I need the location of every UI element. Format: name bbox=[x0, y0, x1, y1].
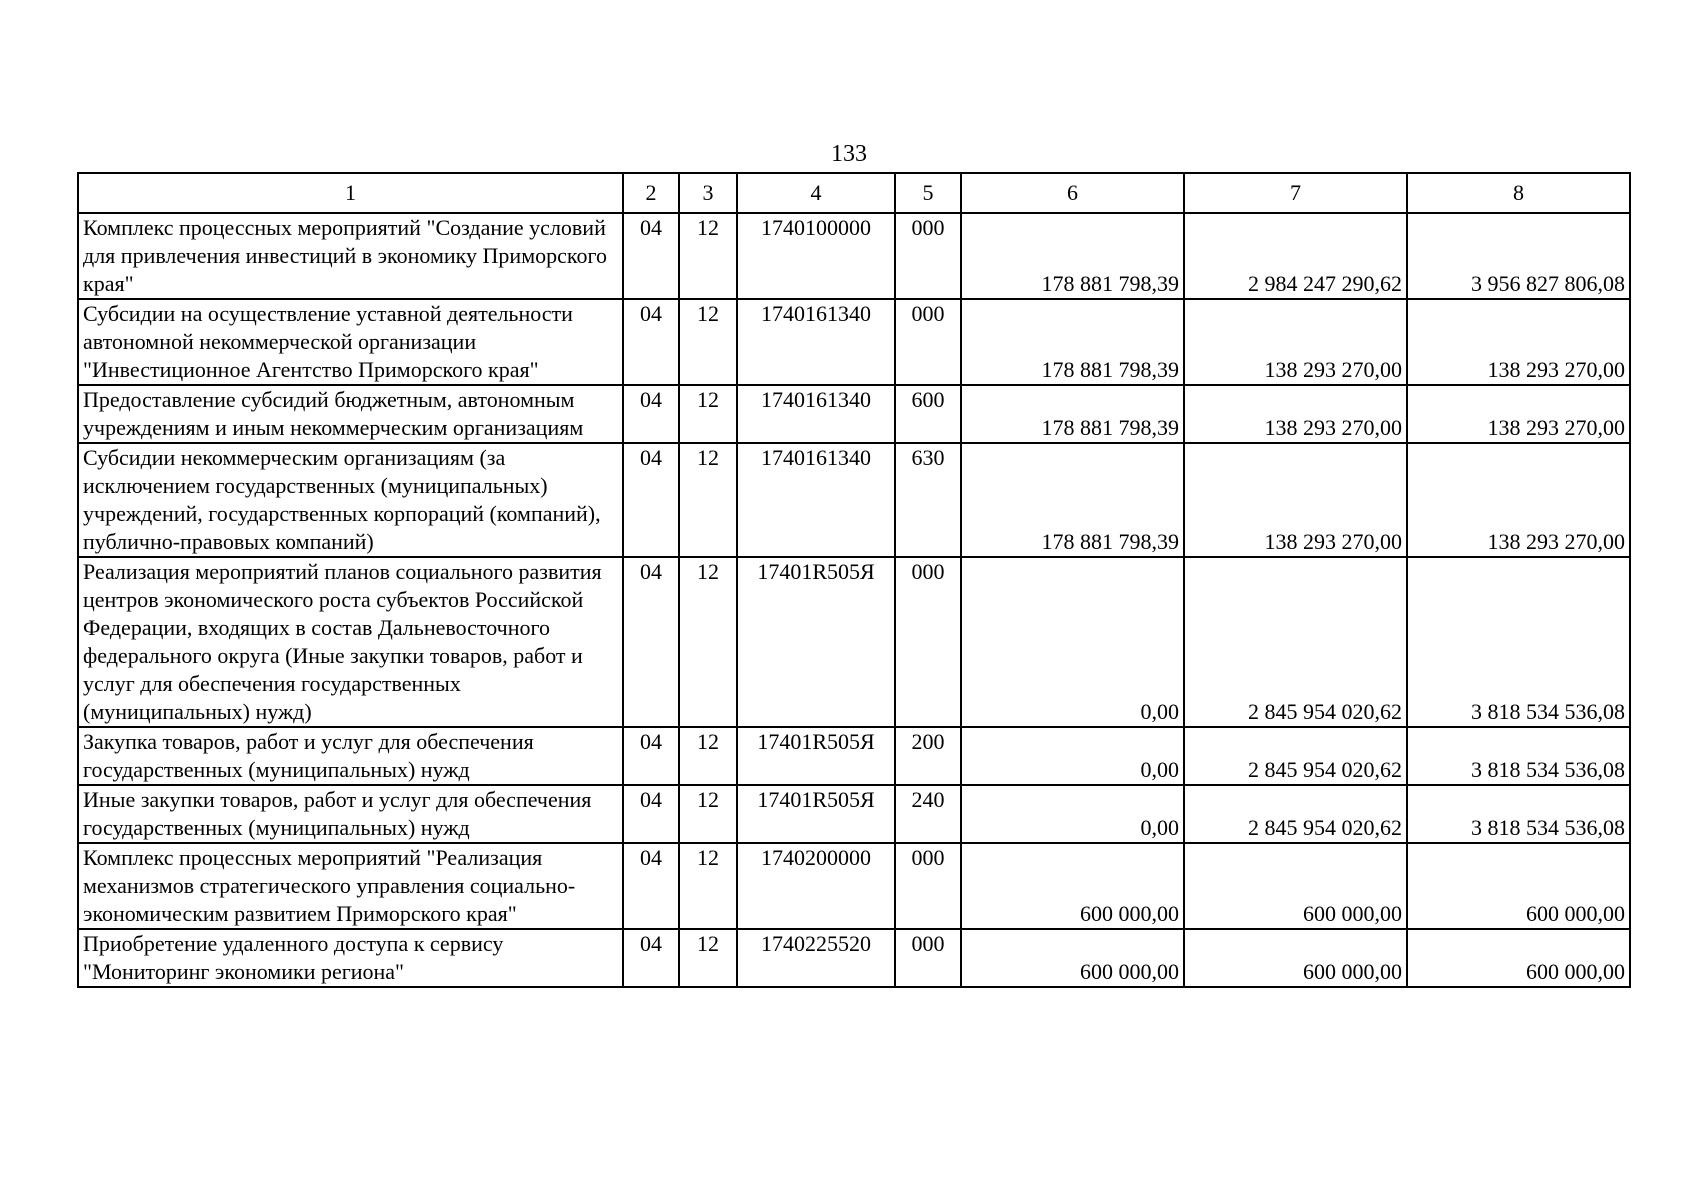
row-section: 04 bbox=[623, 213, 679, 299]
row-value-7: 2 845 954 020,62 bbox=[1184, 785, 1407, 843]
row-subsection: 12 bbox=[679, 727, 737, 785]
row-subsection: 12 bbox=[679, 557, 737, 727]
table-body bbox=[78, 173, 1630, 987]
row-section: 04 bbox=[623, 929, 679, 987]
row-value-6: 178 881 798,39 bbox=[961, 385, 1184, 443]
row-value-7: 2 845 954 020,62 bbox=[1184, 557, 1407, 727]
row-target: 1740161340 bbox=[737, 443, 895, 557]
row-subsection: 12 bbox=[679, 213, 737, 299]
header-cell-2: 2 bbox=[623, 173, 679, 213]
row-target: 17401R505Я bbox=[737, 727, 895, 785]
row-type: 200 bbox=[895, 727, 961, 785]
row-subsection: 12 bbox=[679, 785, 737, 843]
row-section: 04 bbox=[623, 557, 679, 727]
row-section: 04 bbox=[623, 843, 679, 929]
row-value-8: 138 293 270,00 bbox=[1407, 299, 1630, 385]
row-value-8: 3 956 827 806,08 bbox=[1407, 213, 1630, 299]
table-row bbox=[78, 385, 1630, 443]
table-row bbox=[78, 213, 1630, 299]
header-cell-4: 4 bbox=[737, 173, 895, 213]
row-value-6: 600 000,00 bbox=[961, 843, 1184, 929]
row-type: 240 bbox=[895, 785, 961, 843]
row-value-7: 2 984 247 290,62 bbox=[1184, 213, 1407, 299]
row-value-7: 600 000,00 bbox=[1184, 929, 1407, 987]
row-subsection: 12 bbox=[679, 843, 737, 929]
page-number: 133 bbox=[831, 141, 867, 167]
row-value-8: 3 818 534 536,08 bbox=[1407, 727, 1630, 785]
row-target: 1740161340 bbox=[737, 385, 895, 443]
row-target: 1740161340 bbox=[737, 299, 895, 385]
row-value-6: 600 000,00 bbox=[961, 929, 1184, 987]
row-value-8: 138 293 270,00 bbox=[1407, 443, 1630, 557]
row-value-7: 138 293 270,00 bbox=[1184, 385, 1407, 443]
row-target: 1740225520 bbox=[737, 929, 895, 987]
row-value-6: 0,00 bbox=[961, 557, 1184, 727]
row-subsection: 12 bbox=[679, 299, 737, 385]
row-section: 04 bbox=[623, 727, 679, 785]
row-type: 630 bbox=[895, 443, 961, 557]
row-value-6: 0,00 bbox=[961, 727, 1184, 785]
row-name: Реализация мероприятий планов социального развития центров экономического роста субъектов Российской Федерации, входящих в состав Дальневосточного федерального округа (Иные закупки товаров, работ и услуг для обеспечения государственных (муниципальных) нужд) bbox=[78, 557, 623, 727]
table-row bbox=[78, 843, 1630, 929]
header-cell-1: 1 bbox=[78, 173, 623, 213]
row-value-8: 3 818 534 536,08 bbox=[1407, 785, 1630, 843]
row-value-7: 138 293 270,00 bbox=[1184, 443, 1407, 557]
row-type: 000 bbox=[895, 299, 961, 385]
header-cell-6: 6 bbox=[961, 173, 1184, 213]
table-row bbox=[78, 929, 1630, 987]
row-value-7: 138 293 270,00 bbox=[1184, 299, 1407, 385]
header-cell-3: 3 bbox=[679, 173, 737, 213]
row-value-8: 3 818 534 536,08 bbox=[1407, 557, 1630, 727]
row-type: 000 bbox=[895, 929, 961, 987]
row-value-8: 138 293 270,00 bbox=[1407, 385, 1630, 443]
row-value-8: 600 000,00 bbox=[1407, 929, 1630, 987]
table-row bbox=[78, 299, 1630, 385]
row-target: 17401R505Я bbox=[737, 785, 895, 843]
row-name: Субсидии на осуществление уставной деятельности автономной некоммерческой организации "Инвестиционное Агентство Приморского края" bbox=[78, 299, 623, 385]
table-row bbox=[78, 727, 1630, 785]
row-value-6: 0,00 bbox=[961, 785, 1184, 843]
row-target: 17401R505Я bbox=[737, 557, 895, 727]
header-row bbox=[78, 173, 1630, 213]
header-cell-7: 7 bbox=[1184, 173, 1407, 213]
row-value-6: 178 881 798,39 bbox=[961, 299, 1184, 385]
row-section: 04 bbox=[623, 785, 679, 843]
row-name: Закупка товаров, работ и услуг для обеспечения государственных (муниципальных) нужд bbox=[78, 727, 623, 785]
row-name: Приобретение удаленного доступа к сервису "Мониторинг экономики региона" bbox=[78, 929, 623, 987]
row-name: Субсидии некоммерческим организациям (за исключением государственных (муниципальных) учреждений, государственных корпораций (компаний), публично-правовых компаний) bbox=[78, 443, 623, 557]
row-section: 04 bbox=[623, 385, 679, 443]
row-value-6: 178 881 798,39 bbox=[961, 443, 1184, 557]
row-name: Комплекс процессных мероприятий "Реализация механизмов стратегического управления социально-экономическим развитием Приморского края" bbox=[78, 843, 623, 929]
row-section: 04 bbox=[623, 299, 679, 385]
table-row bbox=[78, 443, 1630, 557]
row-type: 600 bbox=[895, 385, 961, 443]
row-target: 1740100000 bbox=[737, 213, 895, 299]
row-value-8: 600 000,00 bbox=[1407, 843, 1630, 929]
header-cell-8: 8 bbox=[1407, 173, 1630, 213]
row-type: 000 bbox=[895, 213, 961, 299]
header-cell-5: 5 bbox=[895, 173, 961, 213]
row-name: Комплекс процессных мероприятий "Создание условий для привлечения инвестиций в экономику Приморского края" bbox=[78, 213, 623, 299]
row-subsection: 12 bbox=[679, 385, 737, 443]
row-type: 000 bbox=[895, 843, 961, 929]
row-value-6: 178 881 798,39 bbox=[961, 213, 1184, 299]
row-name: Предоставление субсидий бюджетным, автономным учреждениям и иным некоммерческим организациям bbox=[78, 385, 623, 443]
budget-table bbox=[77, 172, 1631, 988]
row-subsection: 12 bbox=[679, 443, 737, 557]
table-row bbox=[78, 557, 1630, 727]
row-target: 1740200000 bbox=[737, 843, 895, 929]
row-value-7: 600 000,00 bbox=[1184, 843, 1407, 929]
row-type: 000 bbox=[895, 557, 961, 727]
table-row bbox=[78, 785, 1630, 843]
row-value-7: 2 845 954 020,62 bbox=[1184, 727, 1407, 785]
row-name: Иные закупки товаров, работ и услуг для обеспечения государственных (муниципальных) нужд bbox=[78, 785, 623, 843]
row-section: 04 bbox=[623, 443, 679, 557]
row-subsection: 12 bbox=[679, 929, 737, 987]
